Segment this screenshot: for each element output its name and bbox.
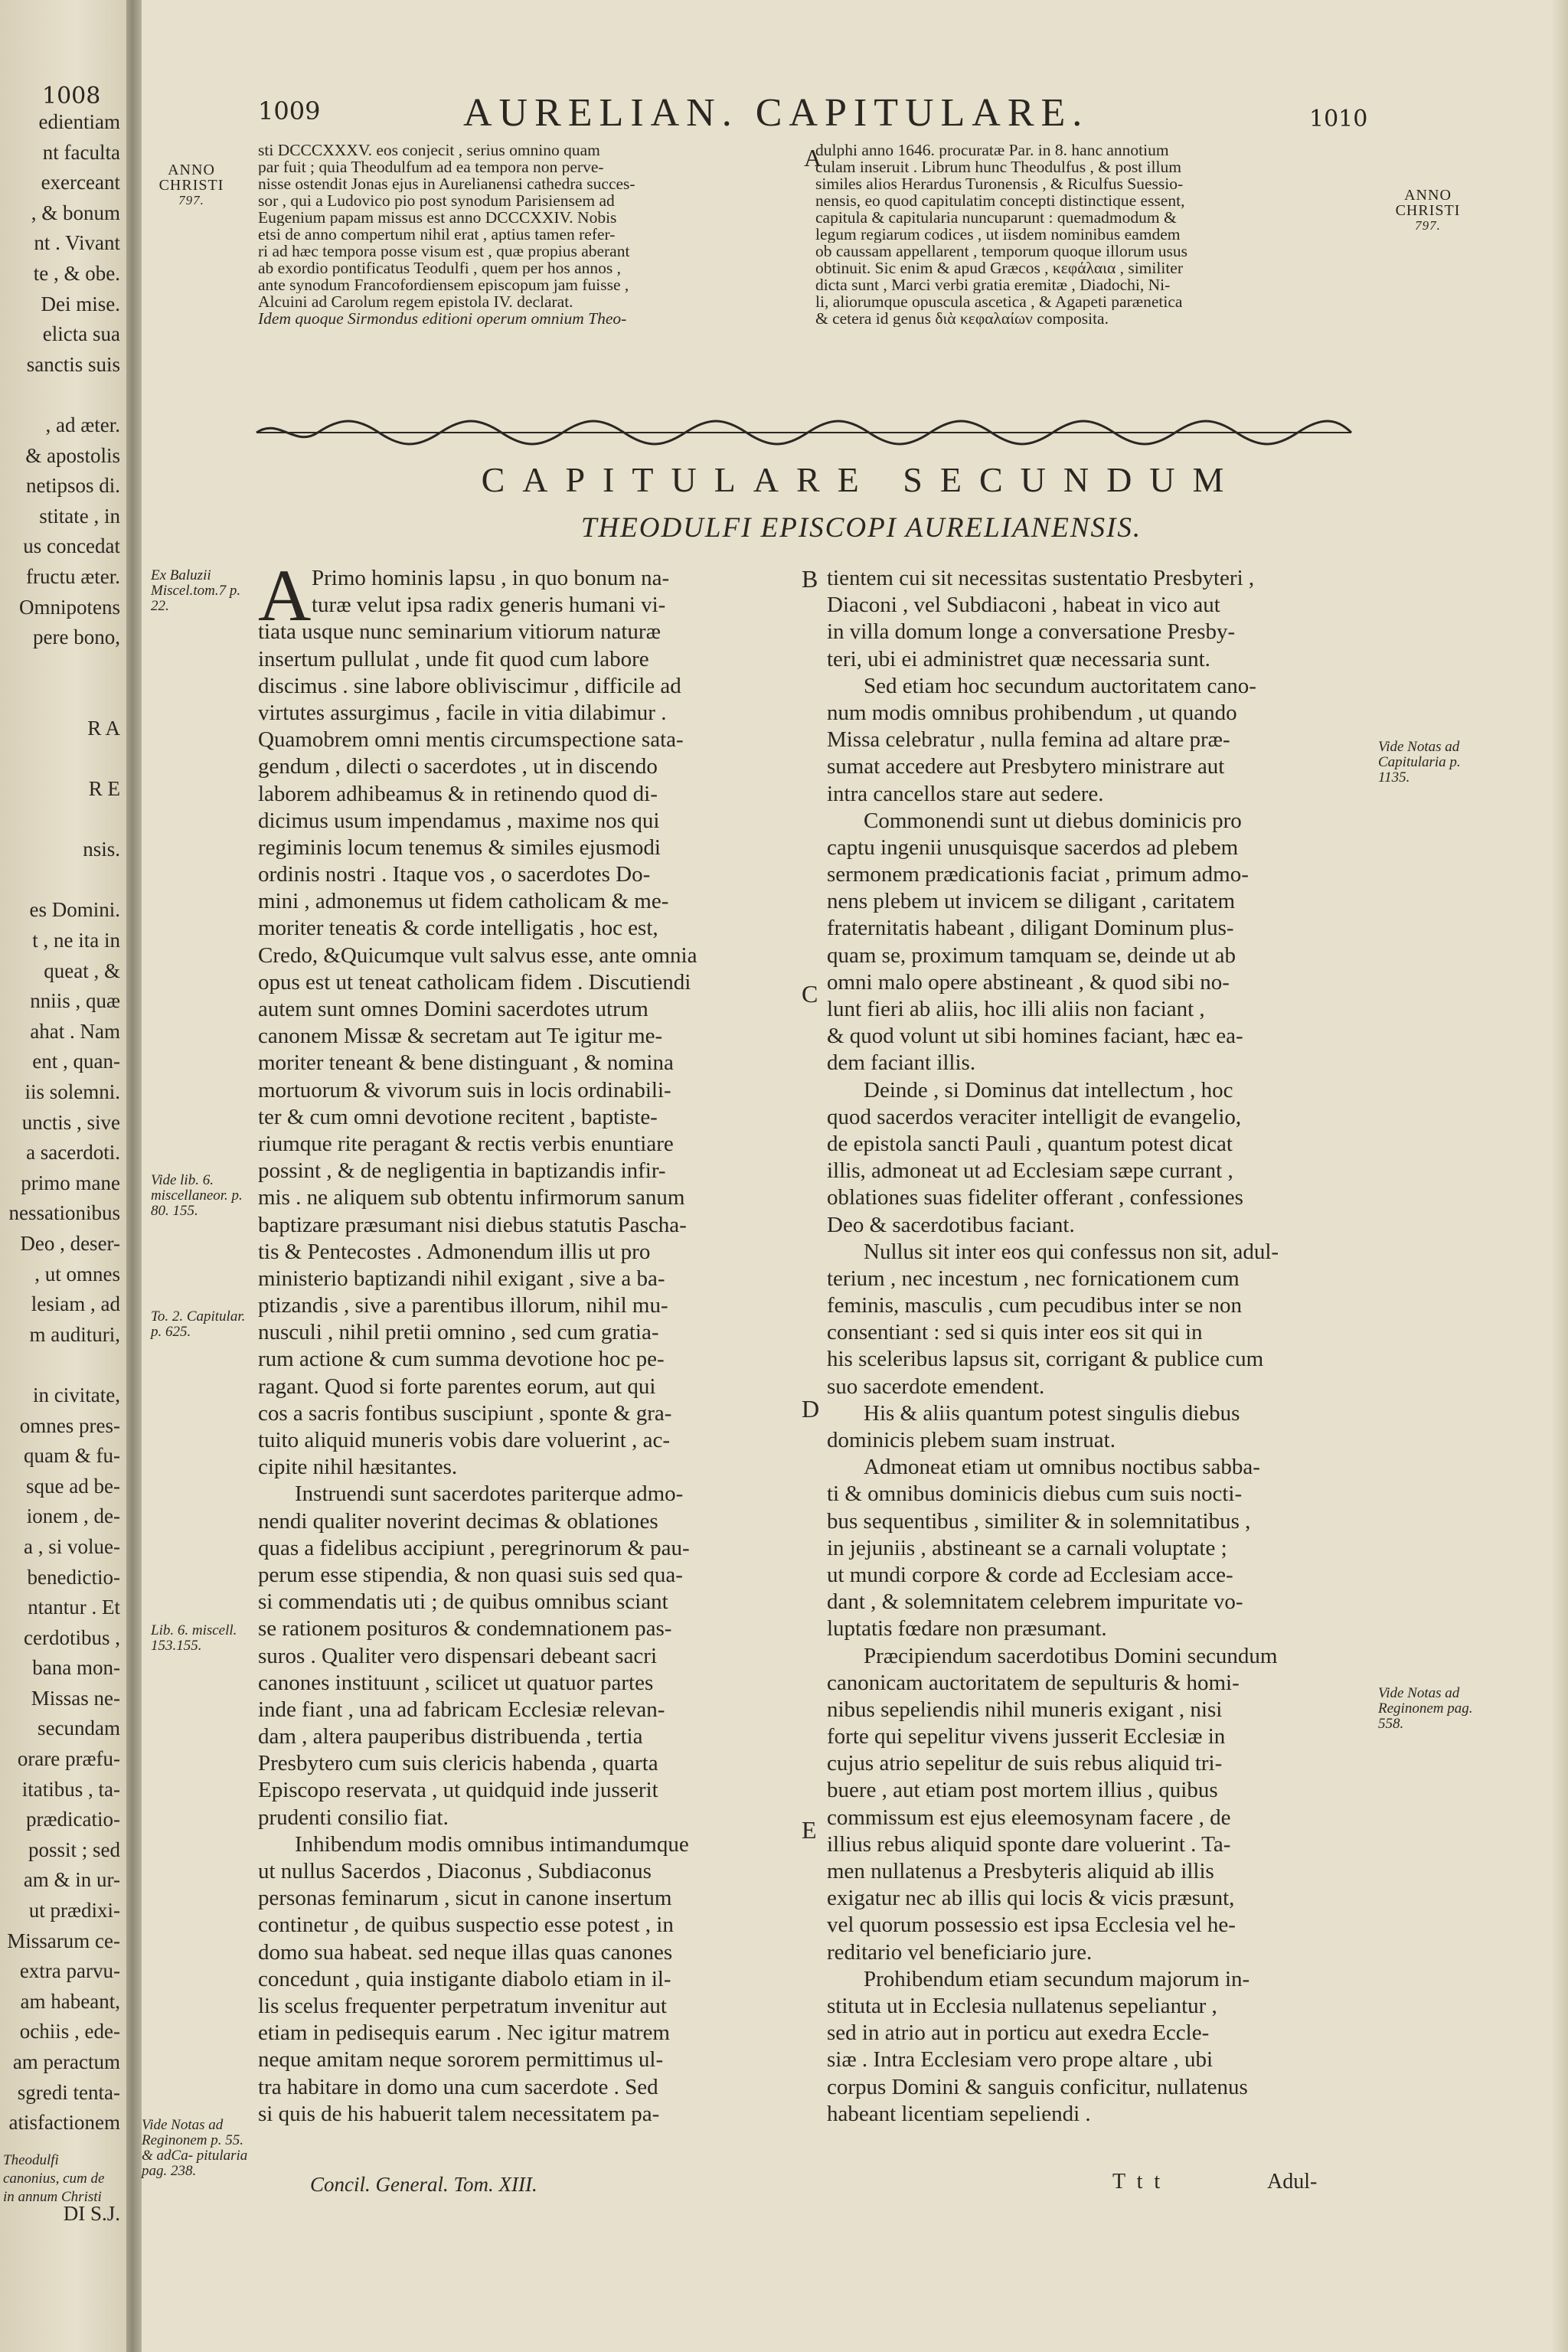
text-line: Inhibendum modis omnibus intimandumque [295, 1831, 689, 1857]
text-line: possint , & de negligentia in baptizandis infir- [258, 1158, 666, 1184]
text-line: buere , aut etiam post mortem illius , quibus [827, 1778, 1218, 1803]
margin-marker-a: A [804, 144, 822, 172]
ornamental-divider [249, 413, 1359, 452]
main-page [142, 0, 1568, 2352]
text-line: ntantur . Et [28, 1596, 120, 1619]
text-line: nensis, eo quod capitulatim concepti distinctique essent, [815, 192, 1185, 209]
sidenote-lib6b: Lib. 6. miscell. 153.155. [151, 1622, 237, 1654]
page-number-left: 1009 [258, 96, 321, 126]
text-line: ti & omnibus dominicis diebus cum suis nocti- [827, 1481, 1243, 1507]
text-line: am peractum [12, 2050, 120, 2073]
text-line: quod sacerdos veraciter intelligit de evangelio, [827, 1104, 1242, 1129]
margin-marker-c: C [802, 980, 818, 1008]
text-line: consentiant : sed si quis inter eos sit qui in [827, 1320, 1203, 1345]
text-line [0, 683, 120, 714]
text-line: cerdotibus , [24, 1625, 120, 1649]
footer-catchword: Adul- [1267, 2170, 1318, 2194]
text-line: prædicatio- [26, 1808, 120, 1831]
text-line: etsi de anno compertum nihil erat , aptius tamen refer- [258, 226, 616, 243]
text-line: Missa celebratur , nulla femina ad altare præ- [827, 727, 1230, 753]
text-line: moriter teneant & bene distinguant , & nomina [258, 1050, 674, 1076]
anno-label: ANNO [168, 162, 215, 178]
text-line: secundam [38, 1717, 120, 1740]
text-line: bana mon- [32, 1656, 120, 1680]
text-line: illis, admoneat ut ad Ecclesiam sæpe currant , [827, 1158, 1233, 1184]
text-line: , & bonum [31, 201, 120, 224]
text-line: nt faculta [42, 140, 120, 164]
text-line: ante synodum Francofordiensem episcopum jam fuisse , [258, 276, 629, 293]
text-line: si commendatis uti ; de quibus omnibus sciant [258, 1589, 668, 1615]
text-line: ochiis , ede- [19, 2020, 120, 2043]
text-line: omni malo opere abstineant , & quod sibi no- [827, 969, 1230, 995]
text-line: elicta sua [42, 322, 120, 346]
page-header [142, 90, 1568, 136]
text-line: ahat . Nam [30, 1019, 120, 1043]
text-line: baptizare præsumant nisi diebus statutis Pascha- [258, 1212, 687, 1237]
text-line: reditario vel beneficiario jure. [827, 1939, 1093, 1965]
text-line: omnes pres- [19, 1413, 120, 1437]
text-line: fraternitatis habeant , diligant Dominum plus- [827, 916, 1234, 941]
text-line: neque amitam neque sororem permittimus ul- [258, 2047, 664, 2073]
text-line: personas feminarum , sicut in canone insertum [258, 1886, 672, 1911]
text-line: dicta sunt , Marci verbi gratia eremitæ , Diadochi, Ni- [815, 276, 1171, 293]
text-line: regiminis locum tenemus & similes ejusmodi [258, 835, 661, 860]
text-line: te , & obe. [33, 261, 120, 285]
left-page-footnote: Theodulfi canonius, cum de in annum Christi [3, 2152, 105, 2205]
text-line: mini , admonemus ut fidem catholicam & me- [258, 889, 669, 914]
text-line: obtinuit. Sic enim & apud Græcos , κεφάλαια , similiter [815, 260, 1183, 276]
text-line: R A [87, 716, 120, 740]
text-line: ut mundi corpore & corde ad Ecclesiam acce- [827, 1562, 1233, 1587]
text-line: culam inseruit . Librum hunc Theodulfus , & post illum [815, 158, 1181, 175]
text-line: possit ; sed [28, 1838, 120, 1861]
text-line: am habeant, [20, 1989, 120, 2013]
text-line: dominicis plebem suam instruat. [827, 1428, 1116, 1452]
page-edge [1551, 0, 1568, 2352]
text-line: pere bono, [33, 626, 120, 649]
anno-label: ANNO [1404, 187, 1452, 204]
text-line: us concedat [23, 534, 120, 558]
text-line: nibus sepeliendis nihil muneris exigant , nisi [827, 1697, 1223, 1722]
text-line: mortuorum & vivorum suis in locis ordinabili- [258, 1077, 671, 1102]
text-line: sque ad be- [26, 1474, 120, 1498]
text-line: bus sequentibus , similiter & in solemnitatibus , [827, 1508, 1251, 1534]
text-line: ptizandis , sive a parentibus illorum, nihil mu- [258, 1293, 668, 1318]
text-line: dam , altera pauperibus distribuenda , tertia [258, 1724, 643, 1749]
sidenote-notas-reginonem-2: Vide Notas ad Reginonem pag. 558. [1378, 1685, 1473, 1732]
text-line: itatibus , ta- [21, 1777, 120, 1801]
sidenote-lib6: Vide lib. 6. miscellaneor. p. 80. 155. [151, 1172, 243, 1219]
text-line: capitula & capitularia nuncuparunt : quemadmodum & [815, 209, 1177, 226]
anno-christi-left [134, 162, 249, 208]
section-title: CAPITULARE SECUNDUM [481, 460, 1242, 499]
text-line: am & in ur- [23, 1868, 120, 1892]
text-line: orare præfu- [17, 1747, 120, 1771]
text-line: iis solemni. [24, 1080, 120, 1103]
text-line: exerceant [41, 171, 120, 194]
text-line: de epistola sancti Pauli , quantum potest dicat [827, 1131, 1233, 1156]
text-line: num modis omnibus prohibendum , ut quando [827, 700, 1237, 725]
text-line: es Domini. [29, 898, 120, 922]
text-line: corpus Domini & sanguis conficitur, nullatenus [827, 2074, 1248, 2099]
text-line: sumat accedere aut Presbytero ministrare aut [827, 754, 1225, 779]
text-line [0, 805, 120, 835]
text-line: domo sua habeat. sed neque illas quas canones [258, 1939, 673, 1965]
text-line: Eugenium papam missus est anno DCCCXXIV. Nobis [258, 209, 617, 226]
text-line: nniis , quæ [30, 989, 120, 1013]
text-line: siæ . Intra Ecclesiam vero prope altare , ubi [827, 2047, 1214, 2073]
text-line: similes alios Herardus Turonensis , & Riculfus Suessio- [815, 175, 1184, 192]
text-line: insertum pullulat , unde fit quod cum labore [258, 646, 649, 671]
text-line: , ad æter. [45, 413, 120, 436]
margin-marker-e: E [802, 1816, 817, 1844]
sidenote-notas-reginonem: Vide Notas ad Reginonem p. 55. & adCa- pitularia pag. 238. [142, 2117, 248, 2179]
text-line: inde fiant , una ad fabricam Ecclesiæ relevan- [258, 1697, 665, 1722]
text-line: exigatur nec ab illis qui locis & vicis præsunt, [827, 1886, 1235, 1911]
text-line: atisfactionem [8, 2111, 120, 2135]
text-line: Episcopo reservata , ut quidquid inde jusserit [258, 1778, 658, 1803]
text-line: in civitate, [33, 1383, 120, 1406]
text-line: li, aliorumque opuscula ascetica , & Agapeti parænetica [815, 293, 1183, 310]
left-page-fragment [0, 0, 126, 2352]
year-label: 797. [1415, 218, 1441, 233]
text-line: nendi qualiter noverint decimas & oblationes [258, 1508, 658, 1534]
text-line: Prohibendum etiam secundum majorum in- [864, 1966, 1250, 1991]
text-line: luptatis fœdare non præsumant. [827, 1616, 1107, 1642]
text-line: Idem quoque Sirmondus editioni operum omnium Theo- [258, 310, 627, 327]
text-line [0, 865, 120, 896]
text-line: ministerio baptizandi nihil exigant , sive a ba- [258, 1266, 665, 1291]
text-line: sanctis suis [26, 352, 120, 376]
text-line: commissum est ejus eleemosynam facere , de [827, 1805, 1231, 1830]
text-line: dicimus usum impendamus , maxime nos qui [258, 808, 660, 833]
text-line: ent , quan- [32, 1050, 120, 1073]
text-line: Instruendi sunt sacerdotes pariterque admo- [295, 1481, 684, 1507]
text-line: ter & cum omni devotione recitent , baptiste- [258, 1104, 658, 1129]
text-line: Primo hominis lapsu , in quo bonum na- [312, 566, 670, 590]
text-line: forte qui sepelitur vivens jusserit Ecclesiæ in [827, 1724, 1226, 1749]
text-line: si quis de his habuerit talem necessitatem pa- [258, 2101, 660, 2126]
text-line: sermonem prædicationis faciat , primum admo- [827, 862, 1249, 887]
text-line: Deo , deser- [20, 1231, 120, 1255]
text-line: lunt fieri ab aliis, hoc illi aliis non faciant , [827, 997, 1205, 1021]
text-line: Presbytero cum suis clericis habenda , quarta [258, 1751, 658, 1776]
text-line: oblationes suas fideliter offerant , confessiones [827, 1185, 1243, 1210]
text-line: extra parvu- [19, 1959, 120, 1983]
text-line: riumque rite peragant & rectis verbis enuntiare [258, 1131, 674, 1156]
text-line: Commonendi sunt ut diebus dominicis pro [864, 808, 1242, 833]
text-line: illius rebus aliquid sponte dare voluerint . Ta- [827, 1831, 1231, 1857]
text-line: virtutes assurgimus , facile in vitia dilabimur . [258, 700, 667, 725]
text-line: tuito aliquid muneris vobis dare voluerint , ac- [258, 1428, 670, 1452]
text-line: prudenti consilio fiat. [258, 1805, 449, 1830]
text-line: ordinis nostri . Itaque vos , o sacerdotes Do- [258, 862, 651, 887]
text-line: ionem , de- [26, 1504, 120, 1528]
text-line: ragant. Quod si forte parentes eorum, aut qui [258, 1374, 656, 1399]
drop-cap: A [258, 554, 312, 636]
text-line: terium , nec incestum , nec fornicationem cum [827, 1266, 1240, 1291]
text-line: tis & Pentecostes . Admonendum illis ut pro [258, 1239, 651, 1264]
text-line: men nullatenus a Presbyteris aliquid ab illis [827, 1859, 1214, 1883]
text-line: His & aliis quantum potest singulis diebus [864, 1400, 1240, 1426]
text-line: Deo & sacerdotibus faciant. [827, 1212, 1075, 1237]
text-line: Diaconi , vel Subdiaconi , habeat in vico aut [827, 593, 1220, 618]
text-line: ut prædixi- [28, 1899, 120, 1922]
text-line: & apostolis [25, 443, 120, 467]
intro-left-column [258, 142, 794, 327]
text-line: nisse ostendit Jonas ejus in Aurelianensi cathedra succes- [258, 175, 635, 192]
text-line: stituta ut in Ecclesia nullatenus sepeliantur , [827, 1993, 1217, 2018]
text-line: benedictio- [27, 1565, 120, 1589]
text-line: canonem Missæ & secretam aut Te igitur me- [258, 1024, 663, 1049]
text-line [0, 380, 120, 410]
text-line: ob caussam appellarent , temporum quoque illorum usus [815, 243, 1188, 260]
sidenote-tom2: To. 2. Capitular. p. 625. [151, 1308, 246, 1340]
margin-marker-d: D [802, 1395, 820, 1423]
text-line: , ut omnes [34, 1262, 120, 1285]
text-line: sor , qui a Ludovico pio post synodum Parisiensem ad [258, 192, 615, 209]
text-line: quam se, proximum tamquam se, deinde ut ab [827, 942, 1236, 968]
section-subtitle: THEODULFI EPISCOPI AURELIANENSIS. [580, 512, 1142, 544]
text-line: tientem cui sit necessitas sustentatio Presbyteri , [827, 566, 1255, 590]
text-line: Credo, &Quicumque vult salvus esse, ante omnia [258, 942, 697, 968]
text-line: captu ingenii unusquisque sacerdos ad plebem [827, 835, 1239, 860]
text-line: quas a fidelibus accipiunt , peregrinorum & pau- [258, 1535, 690, 1560]
text-line: DI S.J. [63, 2201, 120, 2225]
body-left-column [258, 565, 820, 2128]
text-line: lesiam , ad [31, 1292, 120, 1316]
text-line: cujus atrio sepelitur de suis rebus aliquid tri- [827, 1751, 1223, 1776]
text-line: ab exordio pontificatus Teodulfi , quem per hos annos , [258, 260, 621, 276]
footer-source: Concil. General. Tom. XIII. [310, 2173, 537, 2196]
text-line: Nullus sit inter eos qui confessus non sit, adul- [864, 1239, 1279, 1264]
year-label: 797. [178, 193, 204, 207]
text-line: sgredi tenta- [17, 2080, 120, 2104]
left-page-number: 1008 [42, 83, 101, 109]
text-line: rum actione & cum summa devotione hoc pe- [258, 1347, 665, 1372]
text-line: gendum , dilecti o sacerdotes , ut in discendo [258, 754, 658, 779]
body-right-column [827, 565, 1378, 2128]
text-line: Dei mise. [41, 292, 120, 315]
text-line: dem faciant illis. [827, 1050, 976, 1076]
text-line: Sed etiam hoc secundum auctoritatem cano- [864, 673, 1256, 698]
text-line: in villa domum longe a conversatione Presby- [827, 619, 1236, 645]
text-line: Missarum ce- [7, 1929, 120, 1952]
text-line: cos a sacris fontibus suscipiunt , sponte & gra- [258, 1400, 672, 1426]
text-line: mis . ne aliquem sub obtentu infirmorum sanum [258, 1185, 685, 1210]
text-line: Omnipotens [19, 595, 120, 619]
text-line: tiata usque nunc seminarium vitiorum naturæ [258, 619, 661, 645]
text-line: t , ne ita in [32, 929, 120, 952]
text-line: perum esse stipendia, & non quasi suis sed qua- [258, 1562, 683, 1587]
text-line: sed in atrio aut in porticu aut exedra Eccle- [827, 2020, 1210, 2046]
text-line: continetur , de quibus suspectio esse potest , in [258, 1913, 674, 1938]
text-line: Deinde , si Dominus dat intellectum , hoc [864, 1077, 1233, 1102]
text-line [0, 743, 120, 774]
text-line: his sceleribus lapsus sit, corrigant & publice cum [827, 1347, 1264, 1372]
text-line: nsis. [83, 838, 120, 861]
anno-christi-right [1370, 188, 1485, 234]
text-line: sti DCCCXXXV. eos conjecit , serius omnino quam [258, 142, 600, 158]
text-line: moriter teneatis & corde intelligatis , hoc est, [258, 916, 658, 941]
text-line: dulphi anno 1646. procuratæ Par. in 8. hanc annotium [815, 142, 1169, 158]
sidenote-baluzii: Ex Baluzii Miscel.tom.7 p. 22. [151, 567, 241, 614]
text-line: tra habitare in domo una cum sacerdote . Sed [258, 2074, 658, 2099]
text-line: autem sunt omnes Domini sacerdotes utrum [258, 997, 648, 1021]
text-line [0, 1350, 120, 1380]
text-line: fructu æter. [26, 564, 120, 588]
text-line: ut nullus Sacerdos , Diaconus , Subdiaconus [258, 1859, 652, 1883]
left-page-text [0, 107, 126, 2230]
text-line: opus est ut teneat catholicam fidem . Discutiendi [258, 969, 691, 995]
text-line: lis scelus frequenter perpetratum invenitur aut [258, 1993, 667, 2018]
text-line: etiam in pedisequis earum . Nec igitur matrem [258, 2020, 670, 2046]
text-line: a sacerdoti. [26, 1141, 120, 1165]
christi-label: CHRISTI [158, 177, 224, 194]
text-line: laborem adhibeamus & in retinendo quod di- [258, 781, 658, 806]
text-line: suo sacerdote emendent. [827, 1374, 1045, 1399]
text-line: canonicam auctoritatem de sepulturis & homi- [827, 1670, 1240, 1695]
text-line: suros . Qualiter vero dispensari debeant sacri [258, 1643, 658, 1668]
page-number-right: 1010 [1309, 106, 1368, 132]
text-line: intra cancellos stare aut sedere. [827, 781, 1104, 806]
text-line: turæ velut ipsa radix generis humani vi- [312, 593, 666, 618]
text-line: unctis , sive [21, 1110, 120, 1134]
text-line: concedunt , quia instigante diabolo etiam in il- [258, 1966, 671, 1991]
text-line: netipsos di. [25, 474, 120, 498]
running-title: AURELIAN. CAPITULARE. [463, 91, 1089, 135]
text-line: stitate , in [39, 504, 120, 528]
text-line: Præcipiendum sacerdotibus Domini secundum [864, 1643, 1278, 1668]
text-line: quam & fu- [24, 1444, 120, 1468]
footer-signature: T t t [1112, 2170, 1164, 2194]
text-line: & cetera id genus διὰ κεφαλαίων composita. [815, 310, 1109, 327]
christi-label: CHRISTI [1395, 202, 1461, 219]
text-line: vel quorum possessio est ipsa Ecclesia vel he- [827, 1913, 1236, 1938]
text-line: habeant licentiam sepeliendi . [827, 2101, 1091, 2126]
sidenote-notas-capitularia: Vide Notas ad Capitularia p. 1135. [1378, 739, 1461, 786]
text-line: Quamobrem omni mentis circumspectione sata- [258, 727, 684, 753]
text-line: & quod volunt ut sibi homines faciant, hæc ea- [827, 1024, 1243, 1049]
text-line: queat , & [44, 959, 120, 982]
text-line: ri ad hæc tempora posse visum est , quæ propius aberant [258, 243, 630, 260]
intro-right-column [815, 142, 1367, 327]
text-line: dant , & solemnitatem celebrem impuritate vo- [827, 1589, 1243, 1615]
text-line: edientiam [38, 110, 120, 133]
text-line: a , si volue- [24, 1534, 120, 1558]
text-line: in jejuniis , abstineant se a carnali voluptate ; [827, 1535, 1227, 1560]
text-line: Missas ne- [31, 1686, 120, 1710]
text-line: se rationem posituros & condemnationem pas- [258, 1616, 672, 1642]
text-line: teri, ubi ei administret quæ necessaria sunt. [827, 646, 1210, 671]
text-line: nt . Vivant [34, 231, 120, 255]
text-line: discimus . sine labore obliviscimur , difficile ad [258, 673, 681, 698]
text-line: nusculi , nihil pretii omnino , sed cum gratia- [258, 1320, 659, 1345]
text-line: cipite nihil hæsitantes. [258, 1455, 458, 1480]
text-line: nessationibus [8, 1201, 120, 1225]
text-line [0, 653, 120, 684]
margin-marker-b: B [802, 565, 818, 593]
text-line: Admoneat etiam ut omnibus noctibus sabba- [864, 1455, 1260, 1480]
text-line: Alcuini ad Carolum regem epistola IV. declarat. [258, 293, 573, 310]
text-line: legum regiarum codices , ut iisdem nominibus eamdem [815, 226, 1181, 243]
text-line: feminis, masculis , cum pecudibus inter se non [827, 1293, 1243, 1318]
text-line: par fuit ; quia Theodulfum ad ea tempora non perve- [258, 158, 604, 175]
text-line: m audituri, [29, 1322, 120, 1346]
text-line: nens plebem ut invicem se diligant , caritatem [827, 889, 1236, 914]
book-gutter [126, 0, 142, 2352]
text-line: R E [88, 777, 120, 801]
text-line: primo mane [21, 1171, 120, 1194]
text-line: canones instituunt , scilicet ut quatuor partes [258, 1670, 654, 1695]
